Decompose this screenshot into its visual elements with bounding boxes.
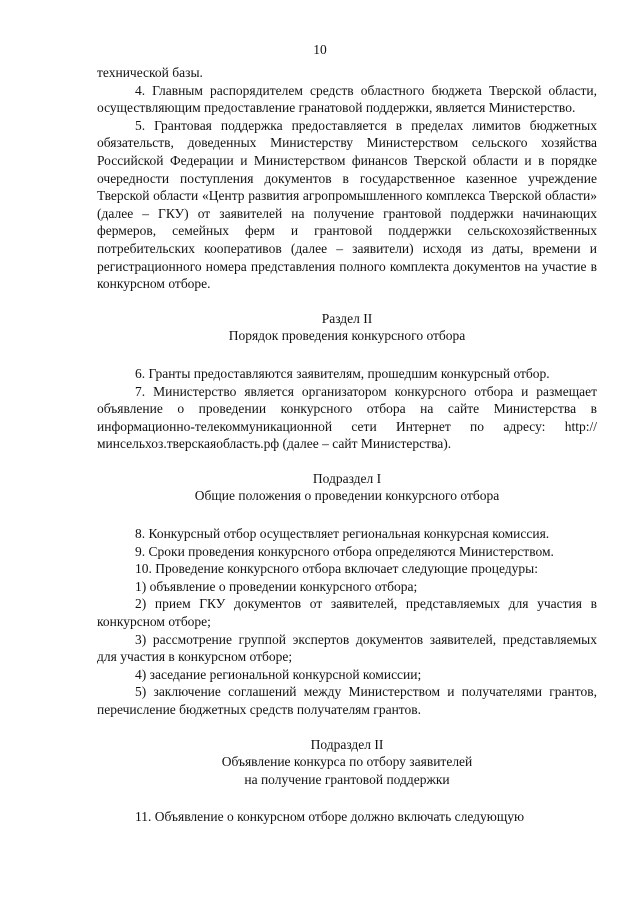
list-item-1: 1) объявление о проведении конкурсного отбора; <box>135 578 418 594</box>
paragraph-11: 11. Объявление о конкурсном отборе должно включать следующую <box>135 809 525 825</box>
list-item-2: 2) прием ГКУ документов от заявителей, представляемых для участия в конкурсном отборе; <box>97 596 597 630</box>
document-body <box>97 64 597 826</box>
paragraph-7: 7. Министерство является организатором конкурсного отбора и размещает объявление о проведении конкурсного отбора на сайте Министерства в информационно-телекоммуникационной сети Интернет по адресу: http://минсельхоз.тверскаяобласть.рф (далее – сайт Министерства). <box>97 383 597 452</box>
subsection-title: Общие положения о проведении конкурсного отбора <box>194 488 500 504</box>
paragraph-tech-base: технической базы. <box>97 65 203 80</box>
list-item-5: 5) заключение соглашений между Министерством и получателями грантов, перечисление бюджетных средств получателям грантов. <box>97 684 597 717</box>
list-item-3: 3) рассмотрение группой экспертов документов заявителей, представляемых для участия в конкурсном отборе; <box>97 631 597 665</box>
page-number: 10 <box>313 42 327 57</box>
subsection-title-line-1: Объявление конкурса по отбору заявителей <box>221 754 473 770</box>
section-title: Порядок проведения конкурсного отбора <box>228 328 466 344</box>
subsection-label: Подраздел II <box>310 736 384 752</box>
paragraph-9: 9. Сроки проведения конкурсного отбора определяются Министерством. <box>135 543 554 559</box>
subsection-title-line-2: на получение грантовой поддержки <box>244 771 450 787</box>
section-label: Раздел II <box>321 310 373 326</box>
list-item-4: 4) заседание региональной конкурсной комиссии; <box>135 666 422 682</box>
subsection-label: Подраздел I <box>312 470 382 486</box>
paragraph-5: 5. Грантовая поддержка предоставляется в пределах лимитов бюджетных обязательств, доведенных Министерству Министерством сельского хозяйства Российской Федерации и Министерством финансов Тверской области и в порядке очередности поступления документов в государственное казенное учреждение Тверской области «Центр развития агропромышленного комплекса Тверской области» (далее – ГКУ) от заявителей на получение грантовой поддержки начинающих фермеров, семейных ферм и грантовой поддержки сельскохозяйственных потребительских кооперативов (далее – заявители) исходя из даты, времени и регистрационного номера представления полного комплекта документов на участие в конкурсном отборе. <box>97 117 597 292</box>
paragraph-4: 4. Главным распорядителем средств областного бюджета Тверской области, осуществляющим предоставление гранатовой поддержки, является Министерство. <box>97 82 597 116</box>
paragraph-6: 6. Гранты предоставляются заявителям, прошедшим конкурсный отбор. <box>135 365 550 381</box>
paragraph-10: 10. Проведение конкурсного отбора включает следующие процедуры: <box>135 561 538 577</box>
paragraph-8: 8. Конкурсный отбор осуществляет региональная конкурсная комиссия. <box>135 526 550 542</box>
